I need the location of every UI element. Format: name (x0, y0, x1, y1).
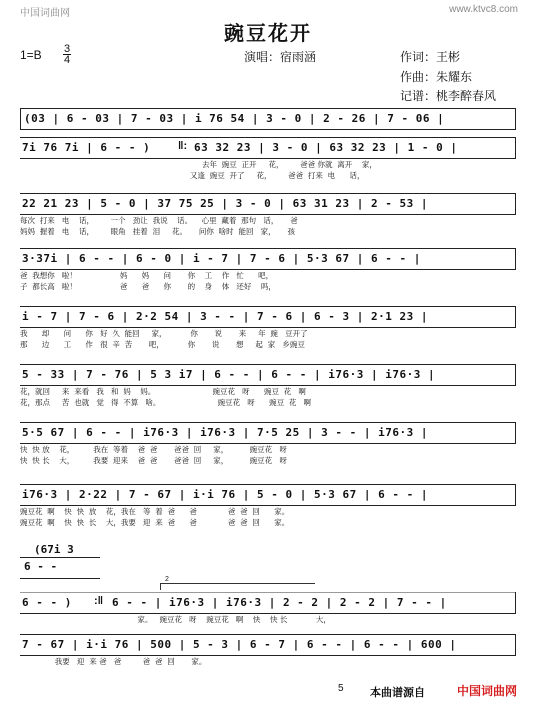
time-bottom: 4 (63, 54, 71, 66)
lyrics-verse-1: 快 快 放 花， 我在 等着 爸 爸 爸爸 回 家， 豌豆花 呀 (20, 445, 287, 454)
lyrics-verse-1: 我 却 问 你 好 久 能回 家， 你 说 来 年 豌 豆开了 (20, 329, 308, 338)
lyrics-verse-2: 我要 迎 来 爸 爸 爸 爸 回 家。 (50, 657, 207, 666)
score-system-9: 6 - - ) :‖ 6 - - | i76·3 | i76·3 | 2 - 2 | 2 - 2 | 7 - - | 家。 豌豆花 呀 豌豆花 啊 快 快 长 大， (20, 592, 516, 625)
score-system-7 (20, 422, 516, 466)
watermark-left: 中国词曲网 (20, 8, 70, 19)
composer-credit: 作曲：朱耀东 (400, 70, 473, 84)
notation-line: 5·5 67 | 6 - - | i76·3 | i76·3 | 7·5 25 | 3 - - | i76·3 | (22, 426, 428, 439)
coda-main-notes: 6 - - (24, 560, 58, 573)
score-system-3 (20, 193, 516, 237)
score-system-4 (20, 248, 516, 292)
notation-line: i76·3 | 2·22 | 7 - 67 | i·i 76 | 5 - 0 | 5·3 67 | 6 - - | (22, 488, 428, 501)
transcriber-credit: 记谱：桃李醉春风 (400, 89, 497, 103)
lyrics-verse-2: 快 快 长 大， 我要 迎来 爸 爸 爸爸 回 家， 豌豆花 呀 (20, 456, 287, 465)
lyrics-verse-1: 去年 豌豆 正开 花， 爸爸 你就 离开 家， (202, 160, 377, 169)
lyrics-verse-2: 家。 豌豆花 呀 豌豆花 啊 快 快 长 大， (104, 615, 331, 624)
score-system-10 (20, 634, 516, 667)
notation-line: (03 | 6 - 03 | 7 - 03 | i 76 54 | 3 - 0 | 2 - 26 | 7 - 06 | (24, 112, 445, 125)
notation-line: 22 21 23 | 5 - 0 | 37 75 25 | 3 - 0 | 63 31 23 | 2 - 53 | (22, 197, 428, 210)
score-system-5 (20, 306, 516, 350)
volta-number: 2 (165, 576, 169, 583)
notation-line: 7i 76 7i | 6 - - ) (22, 141, 151, 154)
score-system-8 (20, 484, 516, 528)
source-label: 本曲谱源自 (370, 686, 425, 699)
lyricist-credit: 作词：王彬 (400, 50, 461, 64)
time-top: 3 (63, 43, 71, 55)
lyrics-verse-1: 每次 打来 电 话， 一个 劲让 我说 话。 心里 藏着 那句 话， 爸 (20, 216, 298, 225)
lyrics-verse-2: 花，那点 苦 也就 觉 得 不算 啥。 豌豆花 呀 豌豆 花 啊 (20, 398, 312, 407)
lyrics-verse-2: 那 边 工 作 很 辛 苦 吧， 你 说 想 起 家 乡豌豆 (20, 340, 305, 349)
watermark-right: www.ktvc8.com (449, 4, 518, 15)
singer-credit: 演唱：宿雨涵 (244, 50, 317, 64)
notation-line: i - 7 | 7 - 6 | 2·2 54 | 3 - - | 7 - 6 | 6 - 3 | 2·1 23 | (22, 310, 428, 323)
lyrics-verse-1: 花，就回 来 来看 我 和 妈 妈。 豌豆花 呀 豌豆 花 啊 (20, 387, 306, 396)
lyrics-verse-2: 又逢 豌豆 开了 花， 爸爸 打来 电 话， (190, 171, 365, 180)
page-number: 5 (338, 683, 344, 694)
notation-line: 63 32 23 | 3 - 0 | 63 32 23 | 1 - 0 | (194, 141, 458, 154)
source-site-link[interactable]: 中国词曲网 (457, 684, 518, 698)
key-signature: 1=B (20, 48, 42, 62)
notation-line: 6 - - | i76·3 | i76·3 | 2 - 2 | 2 - 2 | 7 - - | (112, 596, 447, 609)
coda-upper-notes: (67i 3 (34, 543, 74, 556)
lyrics-verse-1: 爸 我想你 啦！ 妈 妈 问 你 工 作 忙 吧， (20, 271, 274, 280)
notation-line: 7 - 67 | i·i 76 | 500 | 5 - 3 | 6 - 7 | 6 - - | 6 - - | 600 | (22, 638, 457, 651)
lyrics-verse-1: 豌豆花 啊 快 快 放 花，我在 等 着 爸 爸 爸 爸 回 家。 (20, 507, 290, 516)
score-system-6 (20, 364, 516, 408)
song-title: 豌豆花开 (224, 21, 312, 45)
notation-line: 5 - 33 | 7 - 76 | 5 3 i7 | 6 - - | 6 - - | i76·3 | i76·3 | (22, 368, 436, 381)
notation-line: 3·37i | 6 - - | 6 - 0 | i - 7 | 7 - 6 | 5·3 67 | 6 - - | (22, 252, 421, 265)
time-signature (62, 44, 72, 65)
lyrics-verse-2: 妈妈 握着 电 话， 眼角 挂着 泪 花。 问你 啥时 能回 家， 孩 (20, 227, 296, 236)
lyrics-verse-2: 豌豆花 啊 快 快 长 大，我要 迎 来 爸 爸 爸 爸 回 家。 (20, 518, 290, 527)
score-system-1 (20, 108, 516, 130)
second-ending-bracket (160, 576, 315, 590)
notation-line: 6 - - ) (22, 596, 72, 609)
lyrics-verse-2: 子 都长高 啦！ 爸 爸 你 的 身 体 还好 吗， (20, 282, 276, 291)
score-system-2: 7i 76 7i | 6 - - ) ‖: 63 32 23 | 3 - 0 | 63 32 23 | 1 - 0 | 去年 豌豆 正开 花， 爸爸 你就 离开 家， 又逢 豌豆 开了 花， 爸爸 打来 电 话， (20, 137, 516, 181)
